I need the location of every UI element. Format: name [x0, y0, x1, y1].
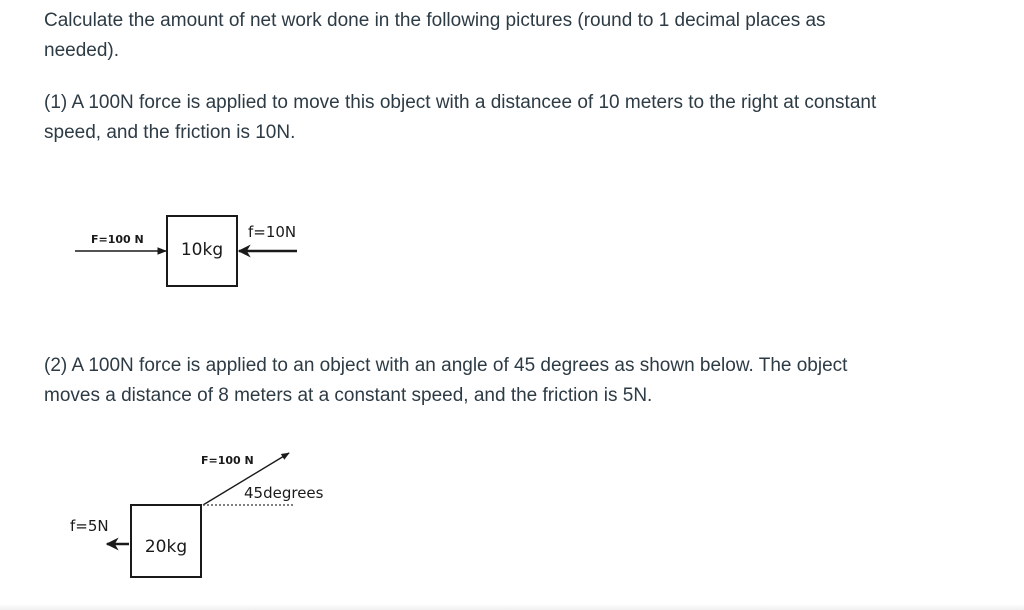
- diagram-2: [55, 440, 355, 590]
- angle-label: 45degrees: [244, 484, 324, 502]
- mass-label: 20kg: [144, 537, 188, 557]
- applied-force-label: F=100 N: [91, 233, 144, 246]
- friction-label: f=5N: [70, 517, 109, 535]
- diagram-1: [60, 205, 320, 300]
- problem-2-text: (2) A 100N force is applied to an object with an angle of 45 degrees as shown below. The object moves a distance of 8 meters at a constant speed, and the friction is 5N.: [44, 355, 848, 406]
- friction-label: f=10N: [248, 223, 297, 241]
- applied-force-label: F=100 N: [201, 454, 254, 467]
- bottom-divider: [0, 604, 1024, 610]
- mass-label: 10kg: [180, 240, 224, 260]
- problem-1-text: (1) A 100N force is applied to move this object with a distancee of 10 meters to the right at constant speed, and the friction is 10N.: [44, 92, 877, 143]
- intro-text: Calculate the amount of net work done in the following pictures (round to 1 decimal places as needed).: [44, 10, 826, 61]
